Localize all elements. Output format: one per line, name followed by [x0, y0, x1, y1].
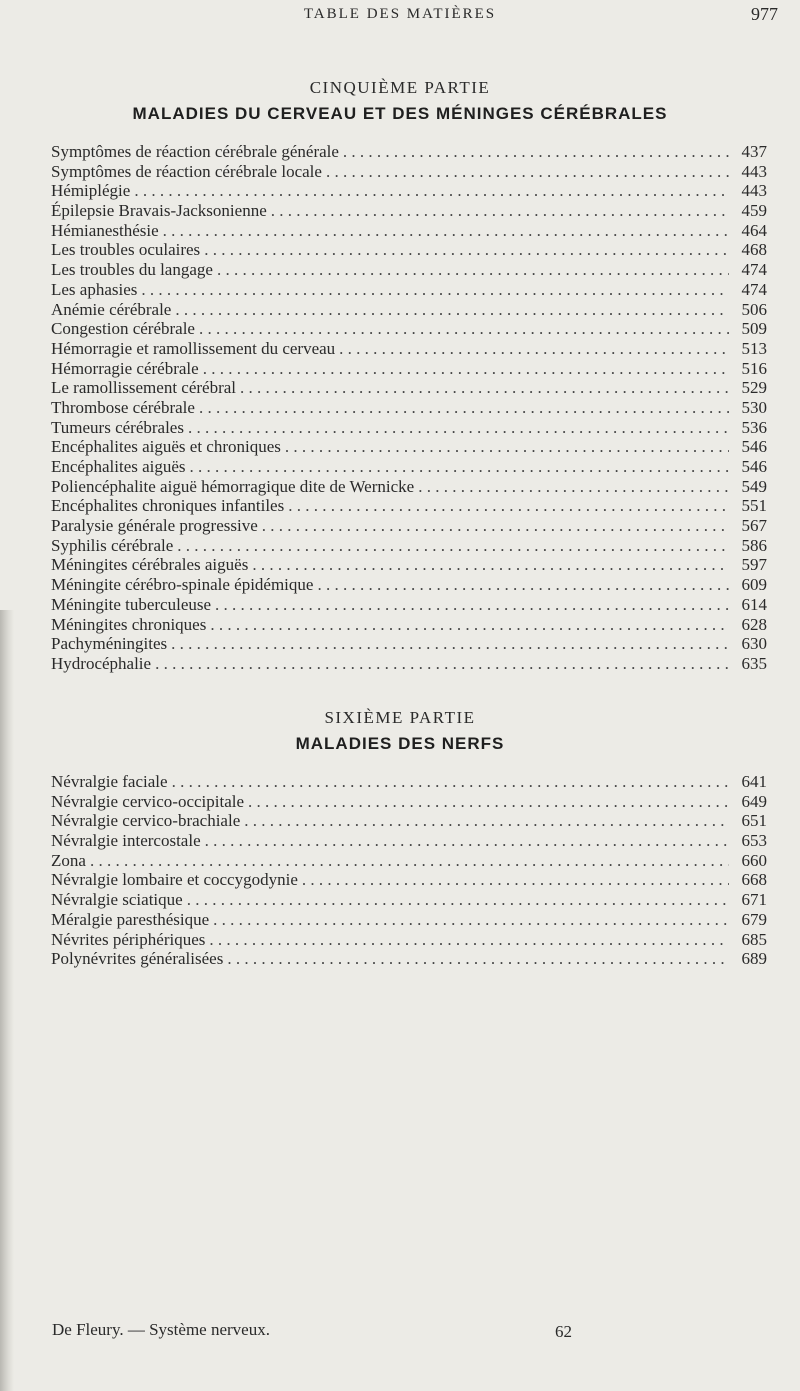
toc-entry-title: Thrombose cérébrale [51, 397, 195, 417]
toc-entry-page: 660 [741, 850, 767, 870]
dot-leader [288, 496, 729, 516]
dot-leader [217, 260, 729, 280]
dot-leader [187, 890, 729, 910]
toc-entry [51, 654, 767, 674]
toc-entry-title: Zona [51, 850, 86, 870]
toc-entry [51, 221, 767, 241]
toc-entry-page: 513 [741, 338, 767, 358]
dot-leader [90, 851, 729, 871]
toc-entry-page: 586 [741, 535, 767, 555]
toc-entry-page: 516 [741, 358, 767, 378]
toc-entry-title: Paralysie générale progressive [51, 516, 258, 536]
toc-entry-title: Le ramollissement cérébral [51, 378, 237, 398]
page-number: 977 [751, 4, 778, 24]
toc-entry-title: Symptômes de réaction cérébrale générale [51, 142, 339, 161]
part-five-label: CINQUIÈME PARTIE [309, 78, 491, 97]
toc-entry-title: Encéphalites aiguës et chroniques [51, 437, 281, 457]
toc-entry-page: 689 [741, 949, 767, 969]
toc-entry [51, 930, 767, 950]
dot-leader [244, 811, 729, 831]
dot-leader [155, 654, 729, 674]
toc-entry-title: Pachyméningites [51, 634, 168, 654]
toc-entry [51, 949, 767, 969]
toc-entry-title: Les troubles oculaires [51, 240, 201, 260]
toc-entry-page: 653 [741, 831, 767, 851]
dot-leader [210, 615, 729, 635]
toc-entry-title: Congestion cérébrale [51, 319, 195, 339]
toc-entry-title: Névralgie cervico-brachiale [51, 811, 241, 831]
toc-entry-title: Méningites cérébrales aiguës [51, 555, 249, 575]
dot-leader [141, 280, 729, 300]
toc-entry [51, 851, 767, 871]
dot-leader [227, 949, 729, 969]
toc-entry-title: Les troubles du langage [51, 260, 213, 280]
toc-entry-title: Névralgie cervico-occipitale [51, 791, 245, 811]
footer-credit: De Fleury. — Système nerveux. [52, 1320, 270, 1339]
toc-part-six [51, 772, 767, 969]
toc-part-five [51, 142, 767, 674]
toc-entry [51, 772, 767, 792]
toc-entry [51, 811, 767, 831]
part-six-label: SIXIÈME PARTIE [324, 708, 476, 727]
toc-entry-page: 474 [741, 260, 767, 280]
toc-entry [51, 496, 767, 516]
toc-entry-page: 635 [741, 653, 767, 673]
toc-entry-page: 649 [741, 791, 767, 811]
toc-entry-page: 437 [741, 142, 767, 161]
toc-entry-title: Syphilis cérébrale [51, 535, 174, 555]
dot-leader [199, 319, 729, 339]
toc-entry [51, 398, 767, 418]
toc-entry [51, 319, 767, 339]
dot-leader [215, 595, 729, 615]
toc-entry-page: 609 [741, 575, 767, 595]
dot-leader [339, 339, 729, 359]
toc-entry-page: 685 [741, 929, 767, 949]
dot-leader [188, 418, 729, 438]
toc-entry-page: 443 [741, 181, 767, 201]
toc-entry-title: Hydrocéphalie [51, 653, 152, 673]
toc-entry [51, 437, 767, 457]
toc-entry-title: Anémie cérébrale [51, 299, 172, 319]
toc-entry [51, 555, 767, 575]
dot-leader [199, 398, 729, 418]
dot-leader [302, 870, 729, 890]
toc-entry [51, 477, 767, 497]
dot-leader [177, 536, 729, 556]
toc-entry [51, 831, 767, 851]
toc-entry-title: Méningite tuberculeuse [51, 594, 212, 614]
dot-leader [205, 831, 729, 851]
toc-entry [51, 457, 767, 477]
toc-entry-title: Névralgie lombaire et coccygodynie [51, 870, 298, 890]
toc-entry-page: 668 [741, 870, 767, 890]
toc-entry-title: Poliencéphalite aiguë hémorragique dite de Wernicke [51, 476, 415, 496]
dot-leader [163, 221, 729, 241]
toc-entry-title: Polynévrites généralisées [51, 949, 224, 969]
dot-leader [209, 930, 729, 950]
toc-entry-page: 567 [741, 516, 767, 536]
dot-leader [134, 181, 729, 201]
part-six-title: MALADIES DES NERFS [295, 734, 505, 753]
toc-entry [51, 300, 767, 320]
toc-entry-page: 651 [741, 811, 767, 831]
toc-entry [51, 142, 767, 162]
dot-leader [326, 162, 729, 182]
toc-entry-title: Méningite cérébro-spinale épidémique [51, 575, 314, 595]
toc-entry-page: 529 [741, 378, 767, 398]
toc-entry-title: Névrites périphériques [51, 929, 206, 949]
toc-entry [51, 339, 767, 359]
toc-entry-page: 536 [741, 417, 767, 437]
toc-entry-title: Hémiplégie [51, 181, 131, 201]
dot-leader [240, 378, 729, 398]
toc-entry-page: 679 [741, 909, 767, 929]
toc-entry-page: 630 [741, 634, 767, 654]
toc-entry [51, 910, 767, 930]
dot-leader [171, 634, 729, 654]
toc-entry-page: 551 [741, 496, 767, 516]
toc-entry-page: 597 [741, 555, 767, 575]
dot-leader [252, 555, 729, 575]
toc-entry [51, 575, 767, 595]
signature-mark: 62 [555, 1322, 572, 1341]
toc-entry-page: 671 [741, 890, 767, 910]
toc-entry [51, 359, 767, 379]
toc-entry-title: Hémianesthésie [51, 220, 159, 240]
toc-entry [51, 792, 767, 812]
toc-entry-page: 459 [741, 201, 767, 221]
toc-entry-page: 464 [741, 220, 767, 240]
toc-entry-page: 628 [741, 614, 767, 634]
dot-leader [172, 772, 729, 792]
toc-entry-title: Hémorragie cérébrale [51, 358, 199, 378]
toc-entry-title: Les aphasies [51, 279, 138, 299]
toc-entry [51, 181, 767, 201]
dot-leader [262, 516, 729, 536]
dot-leader [175, 300, 729, 320]
dot-leader [204, 240, 729, 260]
toc-entry-page: 546 [741, 457, 767, 476]
toc-entry-page: 641 [741, 772, 767, 791]
toc-entry-title: Névralgie sciatique [51, 890, 183, 910]
toc-entry-page: 443 [741, 161, 767, 181]
toc-entry [51, 634, 767, 654]
toc-entry [51, 378, 767, 398]
toc-entry-title: Symptômes de réaction cérébrale locale [51, 161, 322, 181]
toc-entry-title: Tumeurs cérébrales [51, 417, 184, 437]
toc-entry [51, 418, 767, 438]
toc-entry-title: Névralgie faciale [51, 772, 168, 791]
toc-entry [51, 162, 767, 182]
toc-entry [51, 516, 767, 536]
toc-entry-page: 506 [741, 299, 767, 319]
toc-entry-page: 614 [741, 594, 767, 614]
toc-entry-title: Méralgie paresthésique [51, 909, 210, 929]
toc-entry [51, 260, 767, 280]
toc-entry-title: Névralgie intercostale [51, 831, 201, 851]
part-five-title: MALADIES DU CERVEAU ET DES MÉNINGES CÉRÉBRALES [132, 104, 668, 123]
dot-leader [203, 359, 729, 379]
dot-leader [317, 575, 729, 595]
dot-leader [285, 437, 729, 457]
toc-entry-page: 546 [741, 437, 767, 457]
toc-entry-page: 549 [741, 476, 767, 496]
toc-entry-page: 509 [741, 319, 767, 339]
toc-entry [51, 890, 767, 910]
running-title: TABLE DES MATIÈRES [303, 6, 497, 22]
toc-entry [51, 240, 767, 260]
toc-entry [51, 280, 767, 300]
toc-entry-page: 468 [741, 240, 767, 260]
toc-entry-page: 474 [741, 279, 767, 299]
dot-leader [418, 477, 729, 497]
toc-entry [51, 615, 767, 635]
toc-entry-title: Hémorragie et ramollissement du cerveau [51, 338, 336, 358]
dot-leader [190, 457, 729, 477]
dot-leader [248, 792, 729, 812]
dot-leader [343, 142, 729, 162]
toc-entry-title: Encéphalites aiguës [51, 457, 186, 476]
dot-leader [271, 201, 729, 221]
toc-entry-title: Épilepsie Bravais-Jacksonienne [51, 201, 267, 221]
page-footer [52, 1320, 800, 1340]
toc-entry-page: 530 [741, 397, 767, 417]
toc-entry-title: Encéphalites chroniques infantiles [51, 496, 285, 516]
toc-entry [51, 201, 767, 221]
dot-leader [213, 910, 729, 930]
toc-entry [51, 536, 767, 556]
toc-entry-title: Méningites chroniques [51, 614, 207, 634]
toc-entry [51, 595, 767, 615]
toc-entry [51, 870, 767, 890]
